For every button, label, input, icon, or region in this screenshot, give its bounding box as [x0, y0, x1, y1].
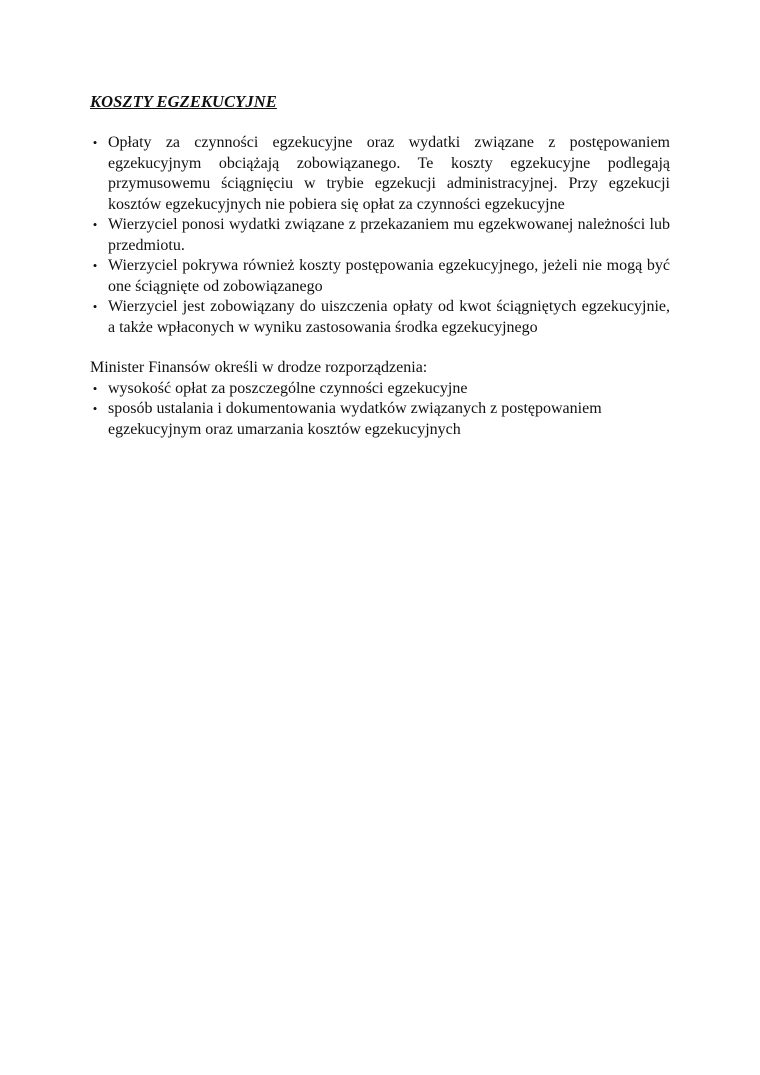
document-content	[90, 91, 670, 440]
cost-rules-list	[90, 133, 670, 338]
list-item-text: wysokość opłat za poszczególne czynności egzekucyjne	[108, 379, 468, 397]
bullet-icon: •	[92, 401, 98, 416]
regulation-list	[90, 379, 670, 441]
list-item	[90, 399, 670, 440]
bullet-icon: •	[92, 299, 98, 314]
list-item-text: Wierzyciel jest zobowiązany do uiszczenia opłaty od kwot ściągniętych egzekucyjnie, a także wpłaconych w wyniku zastosowania środka egzekucyjnego	[108, 298, 670, 336]
list-item-text: sposób ustalania i dokumentowania wydatków związanych z postępowaniem egzekucyjnym oraz umarzania kosztów egzekucyjnych	[108, 400, 602, 438]
list-item-text: Wierzyciel pokrywa również koszty postępowania egzekucyjnego, jeżeli nie mogą być one ściągnięte od zobowiązanego	[108, 257, 670, 295]
regulation-intro: Minister Finansów określi w drodze rozporządzenia:	[90, 359, 428, 376]
bullet-icon: •	[92, 258, 98, 273]
bullet-icon: •	[92, 380, 98, 396]
list-item-text: Opłaty za czynności egzekucyjne oraz wydatki związane z postępowaniem egzekucyjnym obciążają zobowiązanego. Te koszty egzekucyjne podlegają przymusowemu ściągnięciu w trybie egzekucji administracyjnej. Przy egzekucji kosztów egzekucyjnych nie pobiera się opłat za czynności egzekucyjne	[108, 134, 670, 213]
document-title: KOSZTY EGZEKUCYJNE	[90, 92, 277, 111]
list-item	[90, 297, 670, 338]
list-item	[90, 133, 670, 215]
list-item	[90, 256, 670, 297]
list-item	[90, 379, 670, 400]
bullet-icon: •	[92, 135, 98, 150]
list-item-text: Wierzyciel ponosi wydatki związane z przekazaniem mu egzekwowanej należności lub przedmiotu.	[108, 216, 670, 254]
list-item	[90, 215, 670, 256]
bullet-icon: •	[92, 217, 98, 232]
